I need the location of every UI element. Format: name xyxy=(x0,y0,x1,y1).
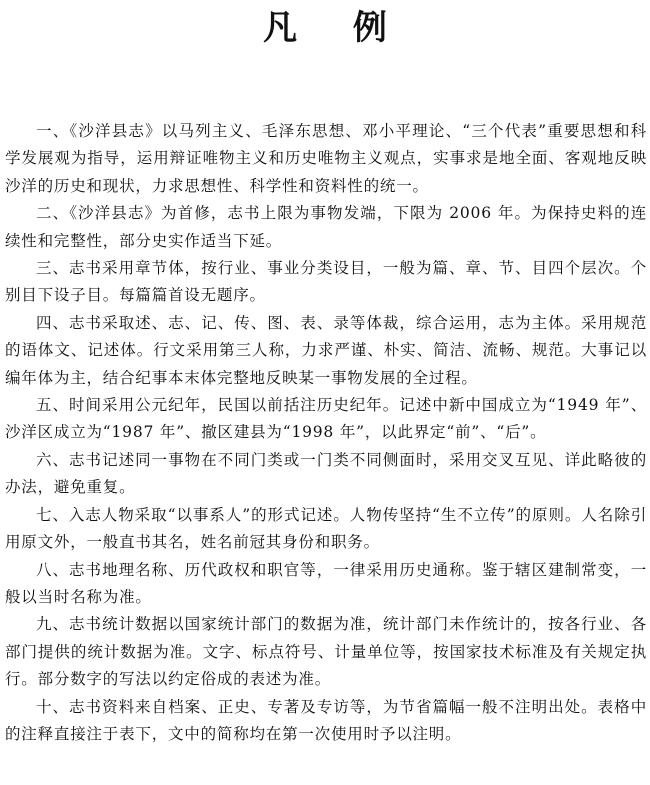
paragraph-8: 八、志书地理名称、历代政权和职官等，一律采用历史通称。鉴于辖区建制常变，一般以当时名称为准。 xyxy=(5,560,647,606)
paragraph-9: 九、志书统计数据以国家统计部门的数据为准，统计部门未作统计的，按各行业、各部门提供的统计数据为准。文字、标点符号、计量单位等，按国家技术标准及有关规定执行。部分数字的写法以约定俗成的表述为准。 xyxy=(5,615,647,689)
paragraph-5: 五、时间采用公元纪年，民国以前括注历史纪年。记述中新中国成立为“1949 年”、沙洋区成立为“1987 年”、撤区建县为“1998 年”，以此界定“前”、“后”。 xyxy=(5,396,647,442)
paragraph-6: 六、志书记述同一事物在不同门类或一门类不同侧面时，采用交叉互见、详此略彼的办法，避免重复。 xyxy=(5,450,647,497)
paragraph-3: 三、志书采用章节体，按行业、事业分类设目，一般为篇、章、节、目四个层次。个别目下设子目。每篇篇首设无题序。 xyxy=(5,259,647,305)
page-title: 凡 例 xyxy=(263,8,409,48)
document-body xyxy=(5,118,647,748)
paragraph-7: 七、入志人物采取“以事系人”的形式记述。人物传坚持“生不立传”的原则。人名除引用原文外，一般直书其名，姓名前冠其身份和职务。 xyxy=(5,505,647,552)
paragraph-10: 十、志书资料来自档案、正史、专著及专访等，为节省篇幅一般不注明出处。表格中的注释直接注于表下，文中的简称均在第一次使用时予以注明。 xyxy=(5,697,647,743)
paragraph-2: 二、《沙洋县志》为首修，志书上限为事物发端，下限为 2006 年。为保持史料的连续性和完整性，部分史实作适当下延。 xyxy=(5,204,647,250)
paragraph-4: 四、志书采取述、志、记、传、图、表、录等体裁，综合运用，志为主体。采用规范的语体文、记述体。行文采用第三人称，力求严谨、朴实、简洁、流畅、规范。大事记以编年体为主，结合纪事本末体完整地反映某一事物发展的全过程。 xyxy=(5,313,647,387)
paragraph-1: 一、《沙洋县志》以马列主义、毛泽东思想、邓小平理论、“三个代表”重要思想和科学发展观为指导，运用辩证唯物主义和历史唯物主义观点，实事求是地全面、客观地反映沙洋的历史和现状，力求思想性、科学性和资料性的统一。 xyxy=(5,122,647,195)
